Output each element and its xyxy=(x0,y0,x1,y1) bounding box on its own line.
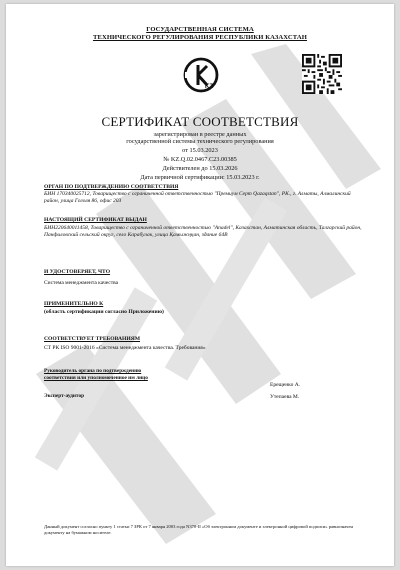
first-certification-date: Дата первичной сертификации: 15.03.2023 г. xyxy=(140,174,260,181)
applies-label: ПРИМЕНИТЕЛЬНО К xyxy=(44,301,104,307)
header-line-1: ГОСУДАРСТВЕННАЯ СИСТЕМА xyxy=(146,26,254,33)
registration-line-1: зарегистрирован в реестре данных xyxy=(153,131,247,138)
kz-conformity-mark-icon xyxy=(182,56,220,94)
complies-text: СТ РК ISO 9001-2016 «Система менеджмента качества. Требования» xyxy=(44,345,206,351)
registration-date: от 15.03.2023 xyxy=(182,147,218,154)
head-signature-label-1: Руководитель органа по подтверждению xyxy=(44,368,142,374)
registration-line-2: государственной системы технического регулирования xyxy=(126,138,274,145)
expert-signature-label: Эксперт-аудитор xyxy=(44,393,85,399)
qr-code-icon xyxy=(302,54,342,94)
legal-footnote: Данный документ согласно пункту 1 статьи 7 ЗРК от 7 января 2003 года N370-II «Об электронном документе и электронной цифровой подписи» равнозначен документу на бумажном носителе. xyxy=(44,524,353,535)
svg-text:KZ: KZ xyxy=(205,84,213,90)
body-org-text: БИН 170340025712, Товарищество с ограниченной ответственностью "Премиум Серт Qazaqstan", РК., г. Алматы, Алмалинский район, улица Гоголя 86, офис 203 xyxy=(44,191,351,205)
certificate-number: № KZ.Q.02.0467.C23.00385 xyxy=(163,156,237,163)
expert-signature-name: Утепаева М. xyxy=(270,394,300,400)
complies-label: СООТВЕТСТВУЕТ ТРЕБОВАНИЯМ xyxy=(44,336,141,342)
certifies-text: Система менеджмента качества xyxy=(44,280,119,286)
head-signature-name: Ерещенко А. xyxy=(270,382,301,388)
applies-text: (область сертификации согласно Приложению) xyxy=(44,309,164,315)
body-org-label: ОРГАН ПО ПОДТВЕРЖДЕНИЮ СООТВЕТСТВИЯ xyxy=(44,184,179,190)
certifies-label: И УДОСТОВЕРЯЕТ, ЧТО xyxy=(44,269,111,275)
certificate-page xyxy=(6,4,394,566)
issued-to-text: БИН220640011458, Товарищество с ограниченной ответственностью "Anadel", Казахстан, Алматинская область, Талгарский район, Панфиловский сельский округ, село Карабулак, улица Қамыжңқан, здание 64В xyxy=(44,225,362,239)
issued-to-label: НАСТОЯЩИЙ СЕРТИФИКАТ ВЫДАН xyxy=(44,217,147,223)
header-line-2: ТЕХНИЧЕСКОГО РЕГУЛИРОВАНИЯ РЕСПУБЛИКИ КАЗАХСТАН xyxy=(92,34,308,41)
head-signature-label-2: соответствия или уполномоченное им лицо xyxy=(44,375,148,381)
certificate-title: СЕРТИФИКАТ СООТВЕТСТВИЯ xyxy=(101,114,299,129)
valid-until: Действителен до 15.03.2026 xyxy=(162,165,238,172)
